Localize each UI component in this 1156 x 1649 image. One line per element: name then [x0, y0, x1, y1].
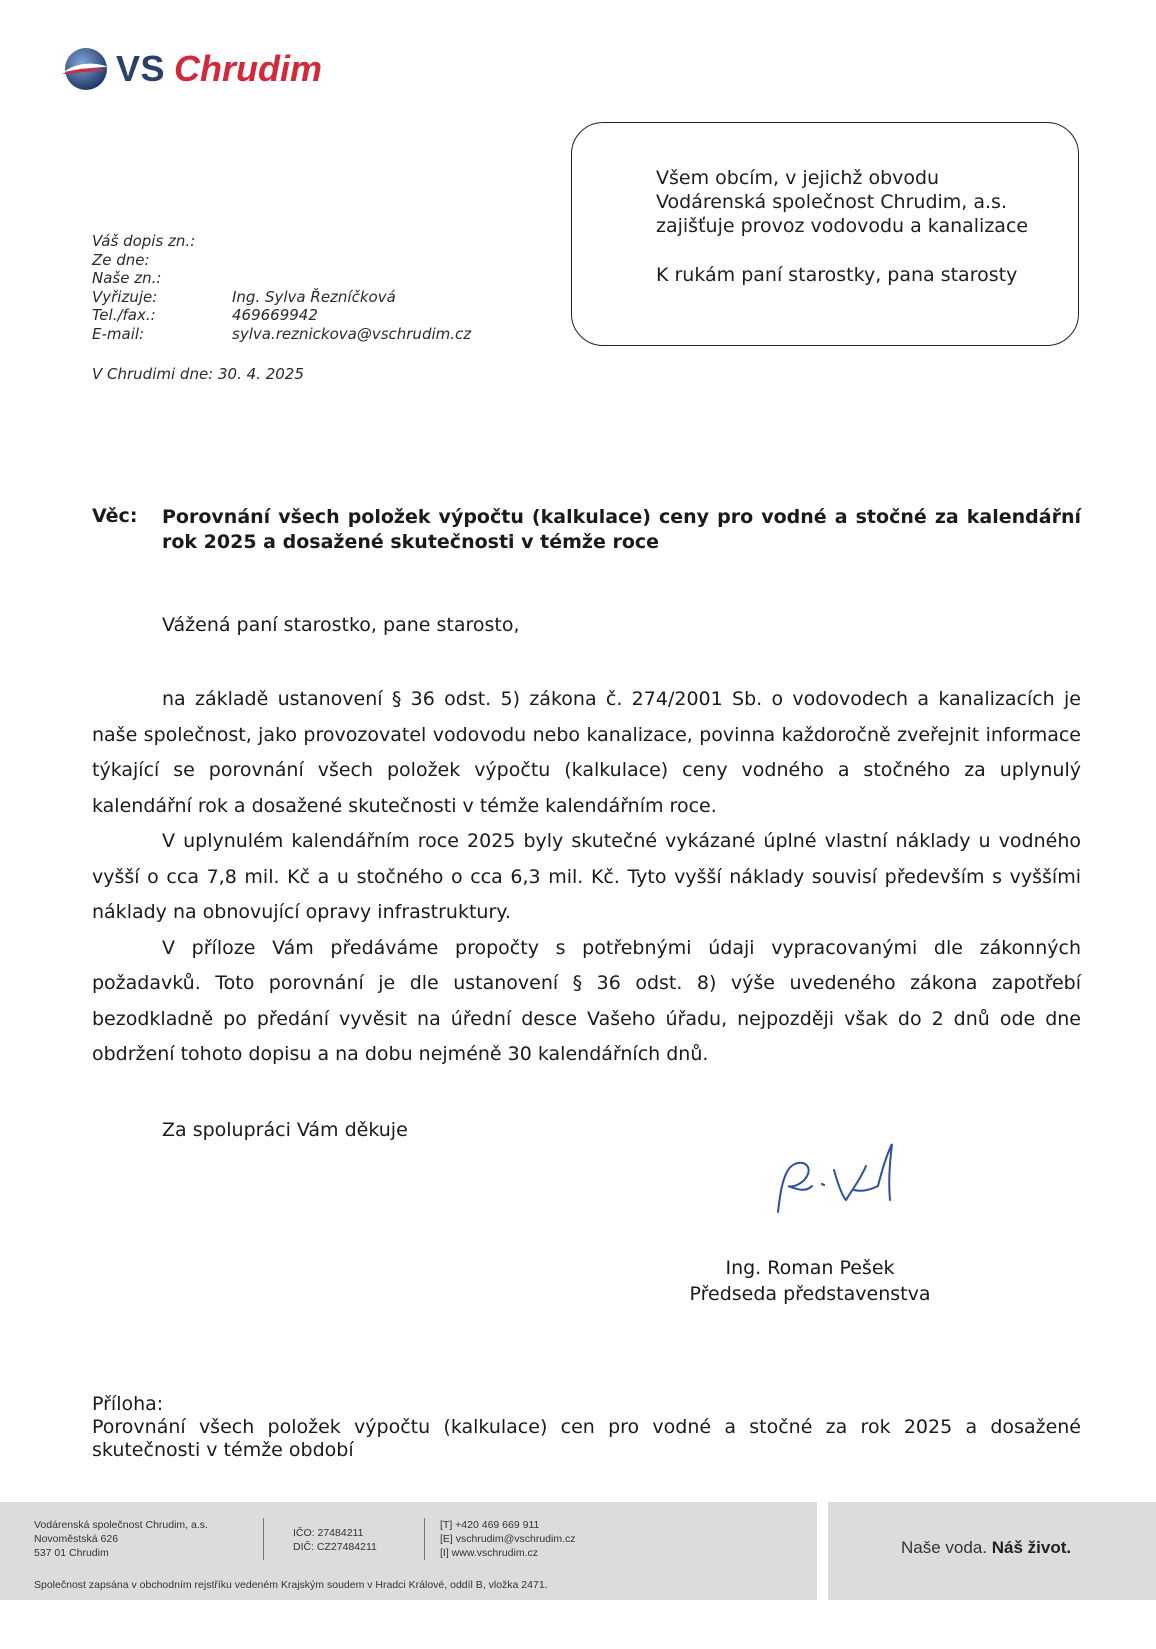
recipient-line-4: K rukám paní starostky, pana starosty: [656, 264, 1018, 286]
footer-info-panel: [0, 1502, 817, 1600]
footer-separator: [424, 1518, 425, 1560]
reference-label: Tel./fax.:: [92, 306, 156, 324]
footer-registry: Společnost zapsána v obchodním rejstříku vedeném Krajským soudem v Hradci Králové, oddíl B, vložka 2471.: [34, 1579, 548, 1591]
signer-title: Předseda představenstva: [689, 1283, 931, 1305]
letter-date: V Chrudimi dne: 30. 4. 2025: [92, 365, 304, 383]
reference-label: Váš dopis zn.:: [92, 232, 196, 250]
recipient-line-3: zajišťuje provoz vodovodu a kanalizace: [656, 215, 1029, 237]
footer-slogan: [901, 1538, 1071, 1558]
footer-email: [E] vschrudim@vschrudim.cz: [440, 1533, 576, 1545]
attachment-label: Příloha:: [92, 1393, 164, 1415]
reference-label: E-mail:: [92, 324, 145, 343]
handwritten-signature: [770, 1140, 920, 1220]
handler-phone: 469669942: [232, 306, 318, 324]
footer-ico: IČO: 27484211: [293, 1527, 364, 1539]
closing-line: Za spolupráci Vám děkuje: [162, 1119, 408, 1141]
signer-name: Ing. Roman Pešek: [725, 1257, 895, 1279]
footer-company: Vodárenská společnost Chrudim, a.s.: [34, 1519, 208, 1531]
subject-text: Porovnání všech položek výpočtu (kalkulace) ceny pro vodné a stočné za kalendářní rok 2025 a dosažené skutečnosti v témže roce: [162, 506, 1081, 553]
footer-dic: DIČ: CZ27484211: [293, 1541, 377, 1553]
logo-vs-text: VS: [116, 48, 166, 89]
footer-street: Novoměstská 626: [34, 1533, 119, 1545]
recipient-line-2: Vodárenská společnost Chrudim, a.s.: [656, 191, 1007, 213]
reference-label: Vyřizuje:: [92, 287, 158, 306]
footer-slogan-panel: [828, 1502, 1156, 1600]
handler-name: Ing. Sylva Řezníčková: [232, 287, 396, 306]
handler-email: sylva.reznickova@vschrudim.cz: [232, 324, 472, 343]
recipient-line-1: Všem obcím, v jejichž obvodu: [656, 167, 940, 189]
footer-city: 537 01 Chrudim: [34, 1547, 109, 1559]
body-paragraph-3: V příloze Vám předáváme propočty s potřebnými údaji vypracovanými dle zákonných požadavků. Toto porovnání je dle ustanovení § 36 odst. 8) výše uvedeného zákona zapotřebí bezodkladně po předání vyvěsit na úřední desce Vašeho úřadu, nejpozději však do 2 dnů ode dne obdržení tohoto dopisu a na dobu nejméně 30 kalendářních dnů.: [92, 936, 1081, 1065]
body-paragraph-2: V uplynulém kalendářním roce 2025 byly skutečné vykázané úplné vlastní náklady u vodného vyšší o cca 7,8 mil. Kč a u stočného o cca 6,3 mil. Kč. Tyto vyšší náklady souvisí především s vyššími náklady na obnovující opravy infrastruktury.: [92, 830, 1081, 923]
logo-city-text: Chrudim: [174, 48, 323, 89]
body-paragraph-1: na základě ustanovení § 36 odst. 5) zákona č. 274/2001 Sb. o vodovodech a kanalizacích je naše společnost, jako provozovatel vodovodu nebo kanalizace, povinna každoročně zveřejnit informace týkající se porovnání všech položek výpočtu (kalkulace) ceny vodného a stočného za uplynulý kalendářní rok a dosažené skutečnosti v témže kalendářním roce.: [92, 688, 1081, 817]
subject-label: Věc:: [92, 505, 138, 527]
reference-label: Ze dne:: [92, 250, 150, 269]
recipient-address-box: [571, 122, 1079, 346]
signer-block: [685, 1255, 935, 1307]
attachment-text: Porovnání všech položek výpočtu (kalkulace) cen pro vodné a stočné za rok 2025 a dosažené skutečnosti v témže období: [92, 1416, 1081, 1461]
logo-globe-icon: [60, 45, 110, 93]
footer-separator: [263, 1518, 264, 1560]
footer-web: [I] www.vschrudim.cz: [440, 1547, 539, 1559]
reference-label: Naše zn.:: [92, 269, 162, 287]
slogan-bold: Náš život.: [991, 1538, 1072, 1557]
company-logo: [60, 45, 322, 93]
slogan-plain: Naše voda.: [901, 1538, 987, 1557]
footer-phone: [T] +420 469 669 911: [440, 1519, 540, 1531]
salutation: Vážená paní starostko, pane starosto,: [162, 614, 520, 636]
letter-body: [92, 682, 1081, 1073]
